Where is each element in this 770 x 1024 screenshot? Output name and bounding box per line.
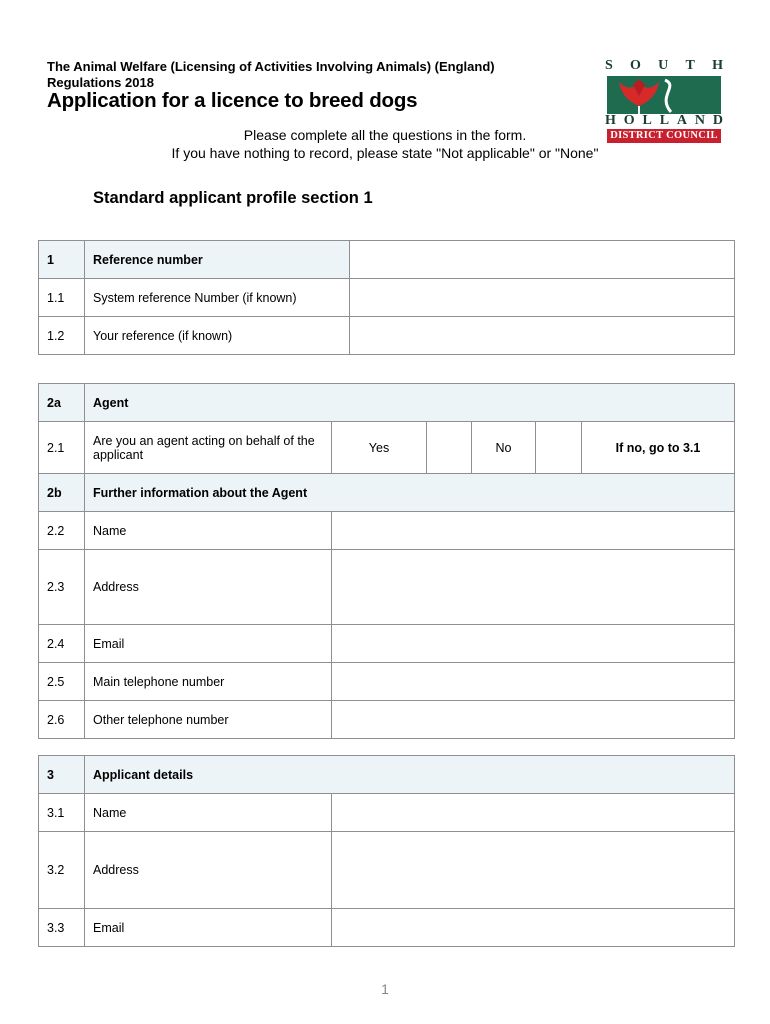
row-number: 3.3: [39, 909, 85, 947]
instruction-line-1: Please complete all the questions in the form.: [243, 127, 527, 143]
table-row: [39, 909, 735, 947]
section-1-header: [39, 241, 735, 279]
section-2a-header: [39, 384, 735, 422]
instruction-line-2: If you have nothing to record, please state "Not applicable" or "None": [171, 145, 599, 161]
row-number: 2.1: [39, 422, 85, 474]
row-number: 3.1: [39, 794, 85, 832]
row-number: 3.2: [39, 832, 85, 909]
row-label: Are you an agent acting on behalf of the applicant: [85, 422, 332, 474]
table-row: [39, 701, 735, 739]
table-row: [39, 625, 735, 663]
section-1-table: [38, 240, 735, 355]
tulip-icon: [607, 76, 721, 114]
section-label: Agent: [85, 384, 735, 422]
yes-checkbox[interactable]: [427, 422, 472, 474]
system-reference-field[interactable]: [350, 279, 735, 317]
row-number: 2.2: [39, 512, 85, 550]
logo-district-council-band: DISTRICT COUNCIL: [607, 129, 721, 143]
logo-top-text: S O U T H: [605, 58, 723, 73]
table-row: [39, 832, 735, 909]
agent-email-field[interactable]: [332, 625, 735, 663]
applicant-address-field[interactable]: [332, 832, 735, 909]
agent-address-field[interactable]: [332, 550, 735, 625]
page-number: 1: [381, 981, 389, 997]
council-logo: [605, 58, 723, 144]
section-2b-header: [39, 474, 735, 512]
table-row: [39, 794, 735, 832]
agent-question-row: [39, 422, 735, 474]
skip-note: If no, go to 3.1: [582, 422, 735, 474]
section-3-header: [39, 756, 735, 794]
section-label: Further information about the Agent: [85, 474, 735, 512]
row-number: 1.1: [39, 279, 85, 317]
section-label: Applicant details: [85, 756, 735, 794]
section-number: 2a: [39, 384, 85, 422]
row-label: Email: [85, 625, 332, 663]
agent-name-field[interactable]: [332, 512, 735, 550]
row-number: 2.6: [39, 701, 85, 739]
logo-bottom-text: H O L L A N D: [605, 113, 723, 128]
table-row: [39, 550, 735, 625]
agent-details-table: [38, 511, 735, 739]
reference-number-field[interactable]: [350, 241, 735, 279]
row-number: 2.4: [39, 625, 85, 663]
row-label: Address: [85, 550, 332, 625]
table-row: [39, 512, 735, 550]
row-label: Main telephone number: [85, 663, 332, 701]
applicant-email-field[interactable]: [332, 909, 735, 947]
page-title: Application for a licence to breed dogs: [47, 89, 418, 112]
no-label: No: [472, 422, 536, 474]
table-row: [39, 317, 735, 355]
row-label: Email: [85, 909, 332, 947]
table-row: [39, 279, 735, 317]
row-label: Other telephone number: [85, 701, 332, 739]
yes-label: Yes: [332, 422, 427, 474]
your-reference-field[interactable]: [350, 317, 735, 355]
section-number: 2b: [39, 474, 85, 512]
applicant-name-field[interactable]: [332, 794, 735, 832]
regulations-heading: The Animal Welfare (Licensing of Activities Involving Animals) (England) Regulations 2018: [47, 59, 495, 90]
agent-main-phone-field[interactable]: [332, 663, 735, 701]
row-number: 2.5: [39, 663, 85, 701]
row-number: 1.2: [39, 317, 85, 355]
logo-tulip-box: [607, 76, 721, 114]
section-title: Standard applicant profile section 1: [93, 189, 373, 207]
row-label: Address: [85, 832, 332, 909]
section-number: 1: [39, 241, 85, 279]
row-label: Name: [85, 794, 332, 832]
table-row: [39, 663, 735, 701]
section-2-table: [38, 383, 735, 512]
section-3-table: [38, 755, 735, 947]
row-label: Your reference (if known): [85, 317, 350, 355]
section-label: Reference number: [85, 241, 350, 279]
row-label: Name: [85, 512, 332, 550]
agent-other-phone-field[interactable]: [332, 701, 735, 739]
no-checkbox[interactable]: [536, 422, 582, 474]
row-number: 2.3: [39, 550, 85, 625]
row-label: System reference Number (if known): [85, 279, 350, 317]
section-number: 3: [39, 756, 85, 794]
